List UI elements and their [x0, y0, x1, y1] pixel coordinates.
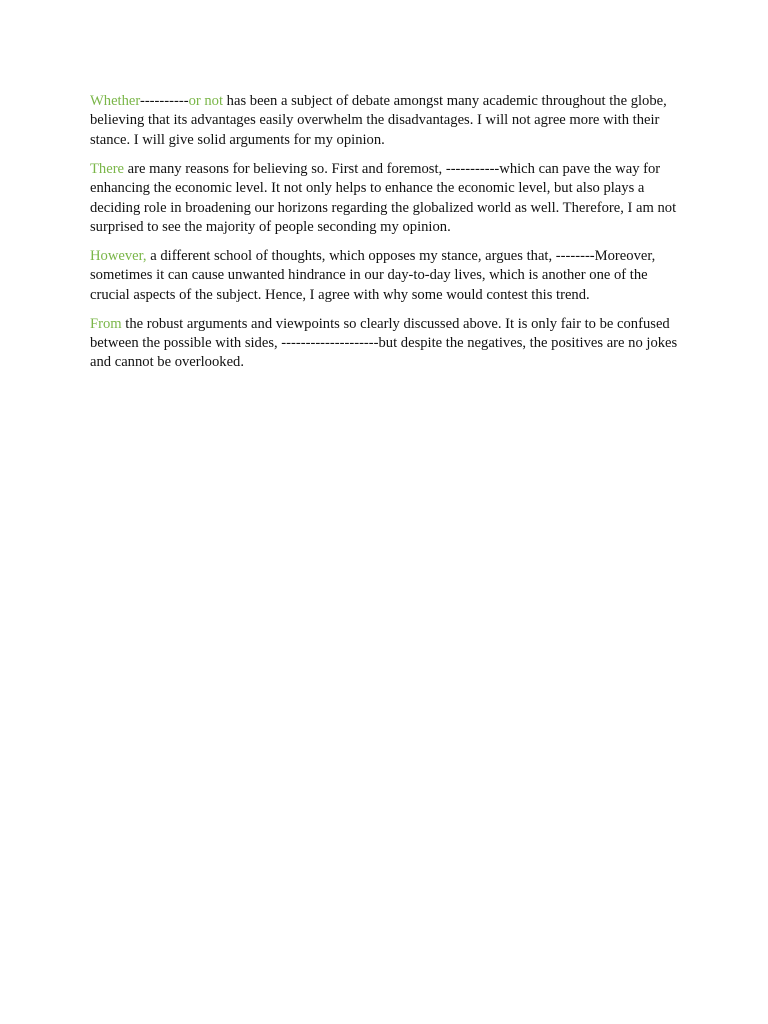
text-segment: has been a subject of debate amongst many academic throughout the globe, believing that its advantages easily overwhelm the disadvantages. I will not agree more with their stance. I will give solid arguments for my opinion.	[90, 93, 667, 148]
text-segment: are many reasons for believing so. First and foremost, -----------which can pave the way for enhancing the economic level. It not only helps to enhance the economic level, but also plays a deciding role in broadening our horizons regarding the globalized world as well. Therefore, I am not surprised to see the majority of people seconding my opinion.	[90, 160, 677, 235]
highlight-word: From	[90, 315, 122, 332]
document-body	[90, 92, 680, 382]
paragraph-reasons	[90, 160, 680, 238]
highlight-word: There	[90, 160, 125, 177]
text-segment: the robust arguments and viewpoints so clearly discussed above. It is only fair to be confused between the possible with sides, --------------------but despite the negatives, the positives are no jokes and cannot be overlooked.	[90, 315, 678, 371]
text-segment: a different school of thoughts, which opposes my stance, argues that, --------Moreover, sometimes it can cause unwanted hindrance in our day-to-day lives, which is another one of the crucial aspects of the subject. Hence, I agree with why some would contest this trend.	[90, 247, 656, 303]
paragraph-intro	[90, 92, 680, 150]
highlight-word: or not	[188, 93, 224, 109]
highlight-word: However,	[90, 247, 147, 264]
paragraph-conclusion	[90, 315, 680, 373]
paragraph-counterargument	[90, 247, 680, 305]
text-segment: ----------	[139, 93, 189, 109]
highlight-word: Whether	[90, 93, 140, 109]
